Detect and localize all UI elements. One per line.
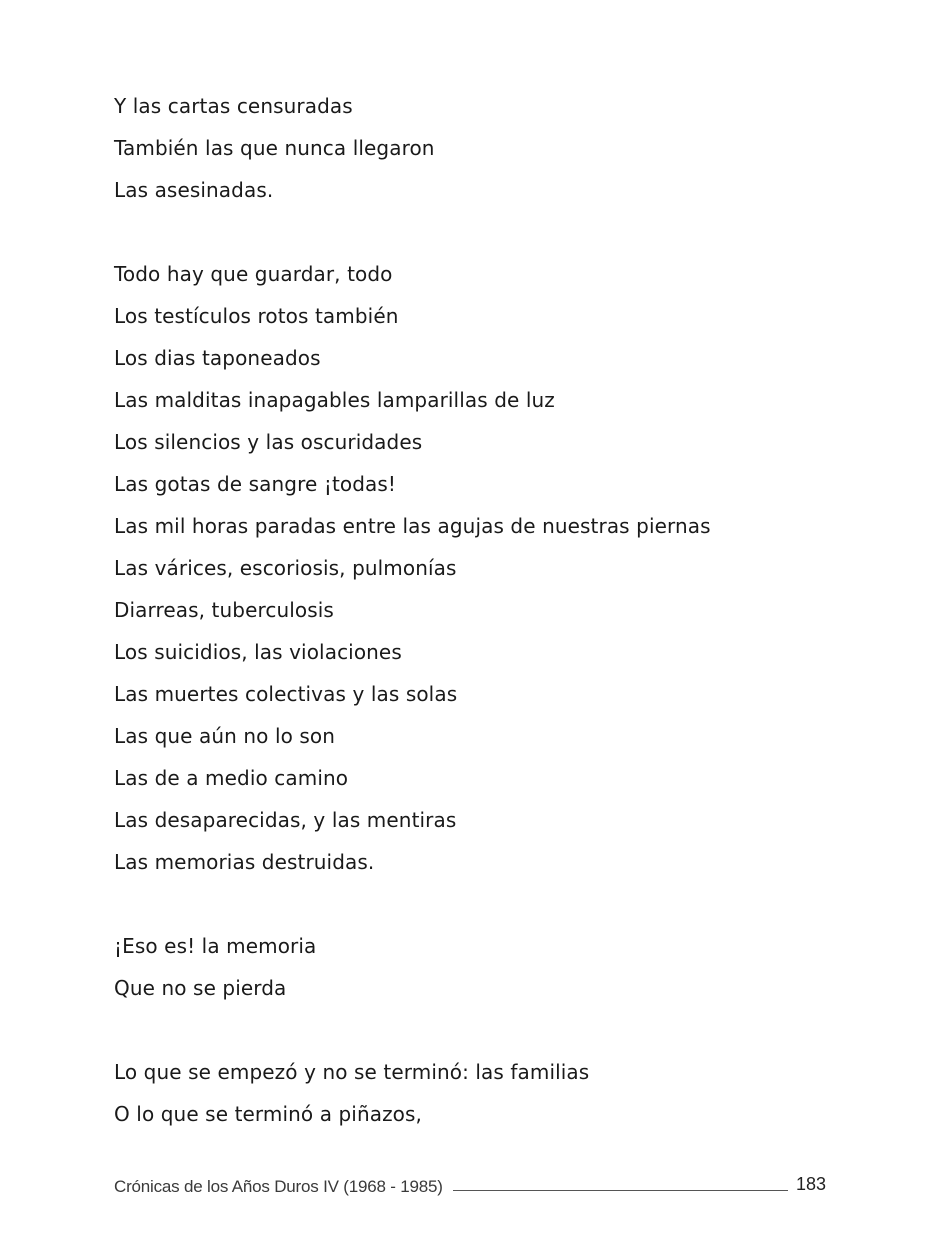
poem-line: Todo hay que guardar, todo: [114, 262, 393, 286]
stanza-4: [114, 1054, 874, 1138]
poem-line: Las malditas inapagables lamparillas de luz: [114, 388, 555, 412]
poem-line: Y las cartas censuradas: [114, 94, 353, 118]
poem-line: Las memorias destruidas.: [114, 850, 375, 874]
footer-divider: [453, 1190, 788, 1191]
poem-line: Las que aún no lo son: [114, 724, 336, 748]
poem-line: Las desaparecidas, y las mentiras: [114, 808, 457, 832]
poem-line: Los testículos rotos también: [114, 304, 399, 328]
poem-line: Los silencios y las oscuridades: [114, 430, 423, 454]
poem-line: Las de a medio camino: [114, 766, 349, 790]
page-number: 183: [795, 1173, 826, 1194]
poem-line: Lo que se empezó y no se terminó: las familias: [114, 1060, 590, 1084]
poem-line: Las asesinadas.: [114, 178, 274, 202]
book-title: Crónicas de los Años Duros IV (1968 - 1985): [114, 1177, 443, 1196]
poem-line: También las que nunca llegaron: [114, 136, 435, 160]
stanza-1: [114, 88, 874, 214]
stanza-3: [114, 928, 874, 1012]
poem-body: [114, 88, 874, 1180]
poem-line: Las várices, escoriosis, pulmonías: [114, 556, 457, 580]
poem-line: Diarreas, tuberculosis: [114, 598, 334, 622]
poem-line: Los suicidios, las violaciones: [114, 640, 402, 664]
poem-line: ¡Eso es! la memoria: [114, 934, 317, 958]
page-footer: [114, 1172, 826, 1202]
poem-line: Las gotas de sangre ¡todas!: [114, 472, 397, 496]
stanza-2: [114, 256, 874, 886]
poem-line: Las mil horas paradas entre las agujas de nuestras piernas: [114, 514, 711, 538]
poem-line: Los dias taponeados: [114, 346, 321, 370]
poem-line: O lo que se terminó a piñazos,: [114, 1102, 422, 1126]
poem-line: Que no se pierda: [114, 976, 287, 1000]
poem-line: Las muertes colectivas y las solas: [114, 682, 458, 706]
